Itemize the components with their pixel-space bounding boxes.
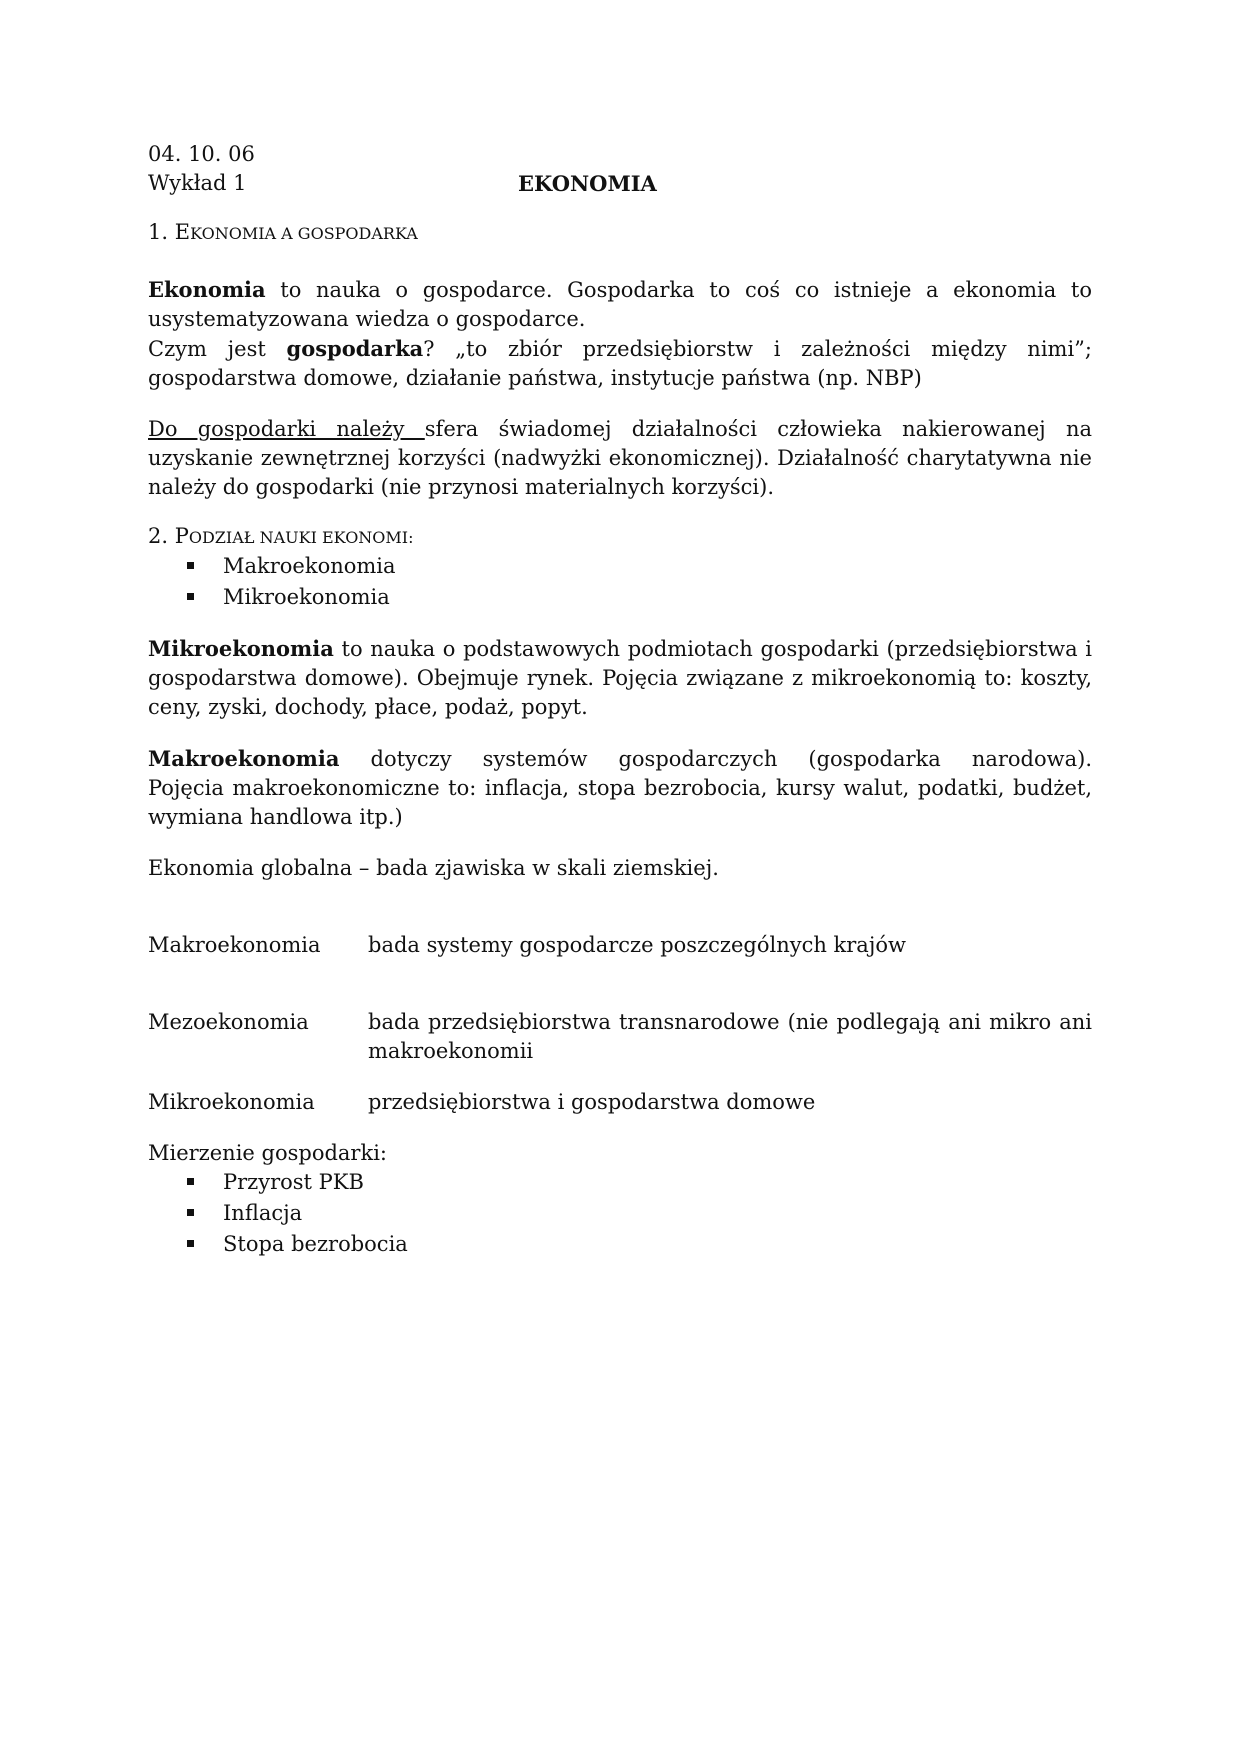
- document-title: EKONOMIA: [518, 171, 657, 196]
- list-item: Stopa bezrobocia: [148, 1230, 1092, 1261]
- list-item: Inflacja: [148, 1199, 1092, 1230]
- term-ekonomia: Ekonomia: [148, 277, 266, 302]
- lecture-label: Wykład 1: [148, 171, 247, 195]
- measuring-heading: Mierzenie gospodarki:: [148, 1141, 387, 1165]
- definition-row-mezo: [148, 1008, 1092, 1066]
- bullet-icon: [187, 1209, 194, 1216]
- division-list: [148, 552, 1092, 614]
- measuring-list: [148, 1168, 1092, 1261]
- definition-term: Makroekonomia: [148, 933, 321, 957]
- header-row: [148, 169, 1092, 198]
- bullet-icon: [187, 562, 194, 569]
- term-makroekonomia: Makroekonomia: [148, 746, 340, 771]
- definition-desc: przedsiębiorstwa i gospodarstwa domowe: [368, 1090, 816, 1114]
- definition-term: Mikroekonomia: [148, 1090, 315, 1114]
- term-mikroekonomia: Mikroekonomia: [148, 636, 334, 661]
- paragraph-makroekonomia: Makroekonomia dotyczy systemów gospodarczych (gospodarka narodowa). Pojęcia makroekonomiczne to: inflacja, stopa bezrobocia, kursy walut, podatki, budżet, wymiana handlowa itp.): [148, 746, 1092, 829]
- date: 04. 10. 06: [148, 142, 255, 166]
- section-2-heading: 2. PODZIAŁ NAUKI EKONOMI:: [148, 524, 414, 548]
- paragraph-mikroekonomia: Mikroekonomia to nauka o podstawowych podmiotach gospodarki (przedsiębiorstwa i gospodarstwa domowe). Obejmuje rynek. Pojęcia związane z mikroekonomią to: koszty, ceny, zyski, dochody, płace, podaż, popyt.: [148, 636, 1092, 719]
- term-gospodarka: gospodarka: [286, 336, 424, 361]
- paragraph-gospodarka: Czym jest gospodarka? „to zbiór przedsiębiorstw i zależności między nimi”; gospodarstwa domowe, działanie państwa, instytucje państwa (np. NBP): [148, 336, 1092, 390]
- bullet-icon: [187, 593, 194, 600]
- paragraph-sfera: Do gospodarki należy sfera świadomej działalności człowieka nakierowanej na uzyskanie zewnętrznej korzyści (nadwyżki ekonomicznej). Działalność charytatywna nie należy do gospodarki (nie przynosi materialnych korzyści).: [148, 417, 1093, 499]
- bullet-icon: [187, 1240, 194, 1247]
- list-item: Mikroekonomia: [148, 583, 1092, 614]
- underlined-phrase: Do gospodarki należy: [148, 417, 425, 441]
- list-item: Przyrost PKB: [148, 1168, 1092, 1199]
- definition-term: Mezoekonomia: [148, 1010, 309, 1034]
- document-page: [148, 140, 1092, 1261]
- paragraph-ekonomia-globalna: Ekonomia globalna – bada zjawiska w skali ziemskiej.: [148, 856, 719, 880]
- definition-desc: bada przedsiębiorstwa transnarodowe (nie podlegają ani mikro ani makroekonomii: [368, 1010, 1092, 1063]
- list-item: Makroekonomia: [148, 552, 1092, 583]
- section-1-heading: 1. EKONOMIA A GOSPODARKA: [148, 220, 418, 244]
- bullet-icon: [187, 1178, 194, 1185]
- definition-row-makro: [148, 931, 1092, 960]
- definition-row-mikro: [148, 1088, 1092, 1117]
- paragraph-ekonomia: Ekonomia to nauka o gospodarce. Gospodarka to coś co istnieje a ekonomia to usystematyzowana wiedza o gospodarce.: [148, 277, 1092, 331]
- definition-desc: bada systemy gospodarcze poszczególnych krajów: [368, 933, 906, 957]
